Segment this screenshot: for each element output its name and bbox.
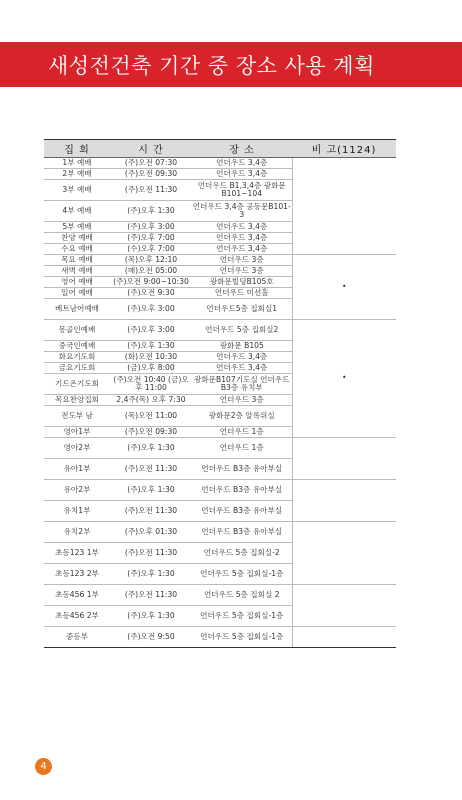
place-cell: 언더우드 5층 집회실2	[192, 320, 292, 341]
event-cell: 목요찬양집회	[44, 395, 110, 406]
place-cell: 언더우드 1층	[192, 438, 292, 459]
place-cell: 언더우드 3층	[192, 255, 292, 266]
place-cell: 언더우드 3층	[192, 395, 292, 406]
event-cell: 베트남어예배	[44, 299, 110, 320]
header-time: 시 간	[110, 140, 192, 158]
remarks-cell: •	[292, 255, 396, 320]
time-cell: (주)오전 07:30	[110, 158, 192, 169]
event-cell: 일어 예배	[44, 288, 110, 299]
time-cell: (주)오후 1:30	[110, 201, 192, 222]
place-cell: 언더우드 3,4층	[192, 233, 292, 244]
event-cell: 수요 예배	[44, 244, 110, 255]
time-cell: (매)오전 05:00	[110, 266, 192, 277]
table-header-row	[44, 140, 396, 158]
page-number-badge: 4	[35, 758, 52, 775]
schedule-table	[44, 139, 396, 648]
time-cell: (주)오전 09:30	[110, 169, 192, 180]
place-cell: 언더우드 B3층 유아부실	[192, 522, 292, 543]
table-row	[44, 480, 396, 501]
time-cell: (주)오후 1:30	[110, 438, 192, 459]
time-cell: (금)오후 8:00	[110, 363, 192, 374]
event-cell: 영아1부	[44, 427, 110, 438]
event-cell: 초등456 1부	[44, 585, 110, 606]
header-remarks: 비 고(1124)	[292, 140, 396, 158]
time-cell: (주)오후 01:30	[110, 522, 192, 543]
event-cell: 기드온기도회	[44, 374, 110, 395]
event-cell: 찬양 예배	[44, 233, 110, 244]
event-cell: 유치1부	[44, 501, 110, 522]
table-row	[44, 255, 396, 266]
time-cell: (주)오전 11:30	[110, 459, 192, 480]
header-place: 장 소	[192, 140, 292, 158]
event-cell: 전도부 남	[44, 406, 110, 427]
place-cell: 언더우드 3,4층	[192, 169, 292, 180]
place-cell: 언더우드 3,4층	[192, 352, 292, 363]
place-cell: 언더우드 5층 집회실-1층	[192, 564, 292, 585]
event-cell: 3부 예배	[44, 180, 110, 201]
event-cell: 중국인예배	[44, 341, 110, 352]
time-cell: (주)오전 09:30	[110, 427, 192, 438]
place-cell: 언더우드 3층	[192, 266, 292, 277]
time-cell: (목)오후 12:10	[110, 255, 192, 266]
remarks-cell	[292, 480, 396, 522]
event-cell: 1부 예배	[44, 158, 110, 169]
page-title: 새성전건축 기간 중 장소 사용 계획	[48, 54, 375, 78]
remarks-cell	[292, 585, 396, 627]
table-row	[44, 627, 396, 648]
time-cell: (주)오전 10:40 (금)오후 11:00	[110, 374, 192, 395]
time-cell: (수)오후 7:00	[110, 244, 192, 255]
place-cell: 언더우드 5층 집회실-1층	[192, 606, 292, 627]
place-cell: 언더우드 B1,3,4층 광화문B101~104	[192, 180, 292, 201]
remarks-cell	[292, 438, 396, 480]
remarks-cell	[292, 627, 396, 648]
remarks-cell	[292, 522, 396, 585]
time-cell: (주)오전 11:30	[110, 585, 192, 606]
schedule-table-body	[44, 158, 396, 648]
event-cell: 유치2부	[44, 522, 110, 543]
time-cell: (주)오후 3:00	[110, 299, 192, 320]
remarks-cell: •	[292, 320, 396, 438]
table-row	[44, 585, 396, 606]
time-cell: (주)오후 1:30	[110, 480, 192, 501]
time-cell: 2,4주(목) 오후 7:30	[110, 395, 192, 406]
event-cell: 2부 예배	[44, 169, 110, 180]
event-cell: 4부 예배	[44, 201, 110, 222]
time-cell: (목)오전 11:00	[110, 406, 192, 427]
time-cell: (주)오전 11:30	[110, 543, 192, 564]
place-cell: 언더우드5층 집회실1	[192, 299, 292, 320]
time-cell: (주)오후 3:00	[110, 320, 192, 341]
table-row	[44, 522, 396, 543]
remarks-cell	[292, 158, 396, 255]
place-cell: 광화문빌딩B105호	[192, 277, 292, 288]
place-cell: 광화문 B105	[192, 341, 292, 352]
place-cell: 언더우드 5층 집회실-2	[192, 543, 292, 564]
time-cell: (주)오후 3:00	[110, 222, 192, 233]
time-cell: (주)오전 11:30	[110, 501, 192, 522]
event-cell: 새벽 예배	[44, 266, 110, 277]
place-cell: 언더우드 3,4층	[192, 158, 292, 169]
event-cell: 영아2부	[44, 438, 110, 459]
event-cell: 중등부	[44, 627, 110, 648]
title-banner	[0, 42, 462, 87]
place-cell: 광화문2층 알록위실	[192, 406, 292, 427]
event-cell: 유아2부	[44, 480, 110, 501]
table-row	[44, 320, 396, 341]
event-cell: 목요 예배	[44, 255, 110, 266]
time-cell: (주)오전 9:30	[110, 288, 192, 299]
event-cell: 초등123 1부	[44, 543, 110, 564]
place-cell: 언더우드 B3층 유아부실	[192, 501, 292, 522]
header-event: 집 회	[44, 140, 110, 158]
time-cell: (주)오후 1:30	[110, 564, 192, 585]
time-cell: (주)오전 11:30	[110, 180, 192, 201]
table-row	[44, 158, 396, 169]
time-cell: (화)오전 10:30	[110, 352, 192, 363]
event-cell: 5부 예배	[44, 222, 110, 233]
place-cell: 언더우드 1층	[192, 427, 292, 438]
time-cell: (주)오후 1:30	[110, 606, 192, 627]
time-cell: (주)오전 9:50	[110, 627, 192, 648]
place-cell: 언더우드 미션홀	[192, 288, 292, 299]
place-cell: 언더우드 3,4층	[192, 244, 292, 255]
event-cell: 초등123 2부	[44, 564, 110, 585]
event-cell: 금요기도회	[44, 363, 110, 374]
event-cell: 영어 예배	[44, 277, 110, 288]
event-cell: 유아1부	[44, 459, 110, 480]
event-cell: 몽골인예배	[44, 320, 110, 341]
place-cell: 언더우드 B3층 유아부실	[192, 459, 292, 480]
time-cell: (주)오후 7:00	[110, 233, 192, 244]
event-cell: 화요기도회	[44, 352, 110, 363]
place-cell: 언더우드 5층 집회실-1층	[192, 627, 292, 648]
table-row	[44, 438, 396, 459]
place-cell: 광화문B107기도실 언더우드B3층 유치부	[192, 374, 292, 395]
time-cell: (주)오후 1:30	[110, 341, 192, 352]
place-cell: 언더우드 3,4층 공동문B101-3	[192, 201, 292, 222]
event-cell: 초등456 2부	[44, 606, 110, 627]
place-cell: 언더우드 5층 집회실 2	[192, 585, 292, 606]
place-cell: 언더우드 3,4층	[192, 363, 292, 374]
place-cell: 언더우드 3,4층	[192, 222, 292, 233]
time-cell: (주)오전 9:00~10:30	[110, 277, 192, 288]
place-cell: 언더우드 B3층 유아부실	[192, 480, 292, 501]
